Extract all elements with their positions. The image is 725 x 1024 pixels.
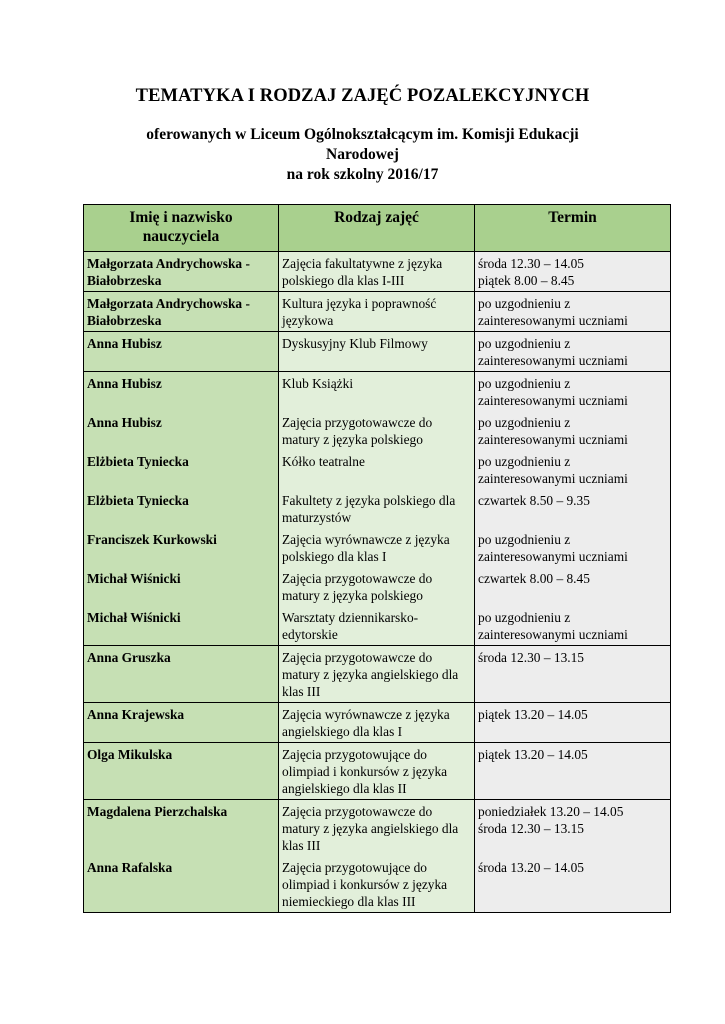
- table-row: [84, 489, 671, 528]
- table-row: [84, 292, 671, 332]
- schedule-cell: piątek 13.20 – 14.05: [475, 703, 671, 743]
- activity-type: Fakultety z języka polskiego dla maturzystów: [279, 489, 475, 528]
- teacher-name: Franciszek Kurkowski: [84, 528, 279, 567]
- activity-type: Warsztaty dziennikarsko-edytorskie: [279, 606, 475, 646]
- schedule-cell: po uzgodnieniu z zainteresowanymi uczniami: [475, 528, 671, 567]
- schedule-line: środa 12.30 – 14.05: [478, 256, 585, 271]
- schedule-cell: czwartek 8.00 – 8.45: [475, 567, 671, 606]
- schedule-cell: czwartek 8.50 – 9.35: [475, 489, 671, 528]
- table-row: [84, 800, 671, 857]
- activity-type: Kultura języka i poprawność językowa: [279, 292, 475, 332]
- document-subtitle: [110, 125, 615, 185]
- activity-type: Klub Książki: [279, 372, 475, 412]
- teacher-name: Małgorzata Andrychowska - Białobrzeska: [84, 252, 279, 292]
- header-teacher: [84, 205, 279, 252]
- header-activity: Rodzaj zajęć: [279, 205, 475, 252]
- document-title: TEMATYKA I RODZAJ ZAJĘĆ POZALEKCYJNYCH: [135, 86, 590, 106]
- schedule-line: piątek 8.00 – 8.45: [478, 273, 575, 288]
- schedule-cell: po uzgodnieniu z zainteresowanymi uczniami: [475, 411, 671, 450]
- schedule-cell: [475, 800, 671, 857]
- activity-type: Zajęcia przygotowujące do olimpiad i konkursów z języka niemieckiego dla klas III: [279, 856, 475, 913]
- activity-type: Kółko teatralne: [279, 450, 475, 489]
- teacher-name: Elżbieta Tyniecka: [84, 489, 279, 528]
- table-row: [84, 703, 671, 743]
- activities-table: [83, 204, 671, 913]
- table-row: [84, 332, 671, 372]
- schedule-cell: po uzgodnieniu z zainteresowanymi uczniami: [475, 292, 671, 332]
- teacher-name: Anna Krajewska: [84, 703, 279, 743]
- table-row: [84, 567, 671, 606]
- table-row: [84, 411, 671, 450]
- header-teacher-line-2: nauczyciela: [142, 228, 220, 245]
- teacher-name: Małgorzata Andrychowska - Białobrzeska: [84, 292, 279, 332]
- schedule-cell: po uzgodnieniu z zainteresowanymi uczniami: [475, 606, 671, 646]
- schedule-cell: po uzgodnieniu z zainteresowanymi uczniami: [475, 332, 671, 372]
- teacher-name: Michał Wiśnicki: [84, 606, 279, 646]
- teacher-name: Anna Gruszka: [84, 646, 279, 703]
- table-row: [84, 372, 671, 412]
- table-row: [84, 450, 671, 489]
- schedule-cell: środa 13.20 – 14.05: [475, 856, 671, 913]
- subtitle-line-3: na rok szkolny 2016/17: [286, 166, 439, 183]
- activity-type: Zajęcia przygotowawcze do matury z języka angielskiego dla klas III: [279, 646, 475, 703]
- table-row: [84, 252, 671, 292]
- schedule-line: poniedziałek 13.20 – 14.05: [478, 804, 624, 819]
- header-teacher-line-1: Imię i nazwisko: [129, 209, 233, 226]
- table-row: [84, 646, 671, 703]
- table-row: [84, 528, 671, 567]
- activity-type: Zajęcia przygotowujące do olimpiad i konkursów z języka angielskiego dla klas II: [279, 743, 475, 800]
- schedule-cell: środa 12.30 – 13.15: [475, 646, 671, 703]
- activity-type: Dyskusyjny Klub Filmowy: [279, 332, 475, 372]
- teacher-name: Anna Hubisz: [84, 332, 279, 372]
- teacher-name: Magdalena Pierzchalska: [84, 800, 279, 857]
- schedule-cell: [475, 252, 671, 292]
- table-row: [84, 856, 671, 913]
- schedule-cell: piątek 13.20 – 14.05: [475, 743, 671, 800]
- schedule-cell: po uzgodnieniu z zainteresowanymi uczniami: [475, 450, 671, 489]
- activity-type: Zajęcia przygotowawcze do matury z języka polskiego: [279, 567, 475, 606]
- table-header-row: [84, 205, 671, 252]
- activity-type: Zajęcia fakultatywne z języka polskiego dla klas I-III: [279, 252, 475, 292]
- schedule-cell: po uzgodnieniu z zainteresowanymi uczniami: [475, 372, 671, 412]
- teacher-name: Elżbieta Tyniecka: [84, 450, 279, 489]
- teacher-name: Anna Rafalska: [84, 856, 279, 913]
- schedule-line: środa 12.30 – 13.15: [478, 821, 585, 836]
- activity-type: Zajęcia wyrównawcze z języka angielskiego dla klas I: [279, 703, 475, 743]
- header-schedule: Termin: [475, 205, 671, 252]
- activity-type: Zajęcia przygotowawcze do matury z języka angielskiego dla klas III: [279, 800, 475, 857]
- subtitle-line-2: Narodowej: [326, 146, 399, 163]
- activity-type: Zajęcia przygotowawcze do matury z języka polskiego: [279, 411, 475, 450]
- teacher-name: Michał Wiśnicki: [84, 567, 279, 606]
- teacher-name: Olga Mikulska: [84, 743, 279, 800]
- teacher-name: Anna Hubisz: [84, 372, 279, 412]
- teacher-name: Anna Hubisz: [84, 411, 279, 450]
- table-row: [84, 743, 671, 800]
- table-row: [84, 606, 671, 646]
- subtitle-line-1: oferowanych w Liceum Ogólnokształcącym im. Komisji Edukacji: [146, 126, 579, 143]
- activity-type: Zajęcia wyrównawcze z języka polskiego dla klas I: [279, 528, 475, 567]
